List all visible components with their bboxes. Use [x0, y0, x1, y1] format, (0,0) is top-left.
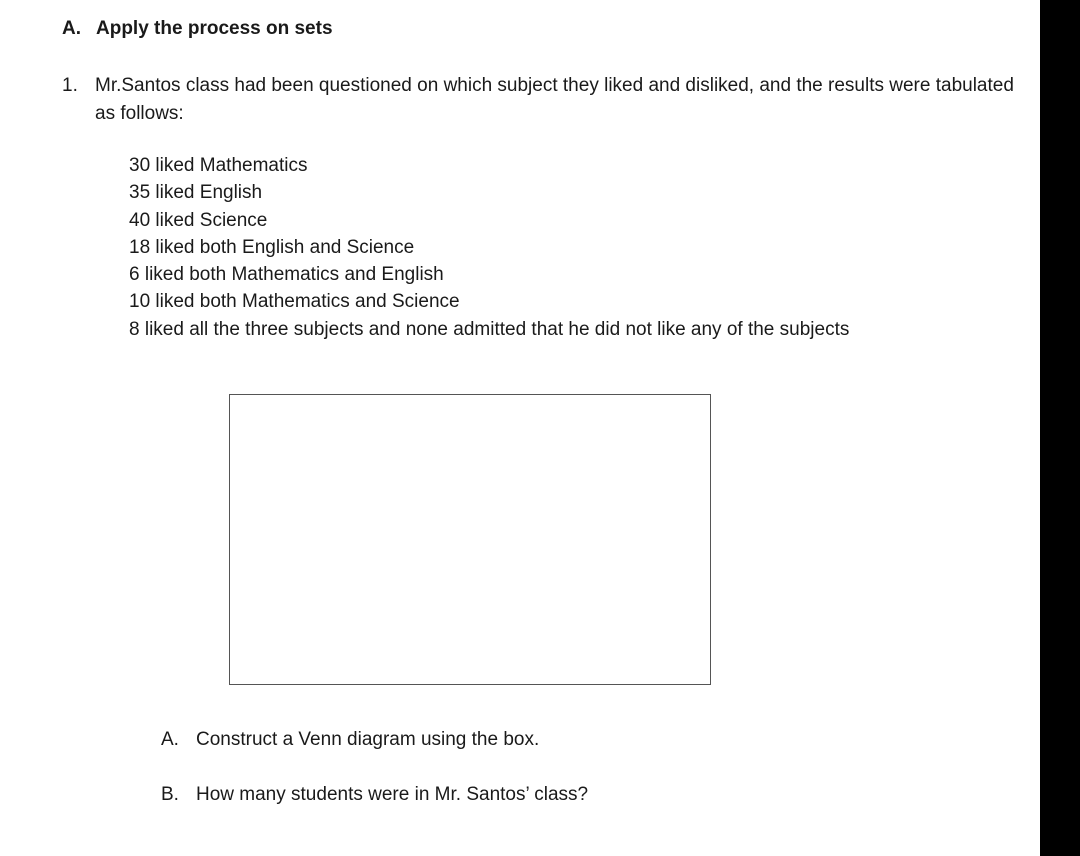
task-b-text: How many students were in Mr. Santos’ class? [196, 784, 589, 805]
survey-result-item: 18 liked both English and Science [129, 236, 415, 258]
venn-diagram-answer-box[interactable] [229, 394, 711, 685]
survey-result-item: 35 liked English [129, 182, 263, 204]
survey-result-item: 10 liked both Mathematics and Science [129, 291, 460, 313]
task-a-marker: A. [161, 729, 179, 750]
section-heading [62, 18, 333, 40]
survey-result-item: 40 liked Science [129, 209, 268, 231]
right-edge-bar [1040, 0, 1080, 856]
task-b-marker: B. [161, 784, 179, 805]
section-marker: A. [62, 18, 81, 39]
task-b [161, 784, 588, 806]
section-title: Apply the process on sets [96, 18, 333, 39]
task-a [161, 729, 539, 751]
survey-result-item: 8 liked all the three subjects and none admitted that he did not like any of the subjects [129, 318, 850, 340]
question-text: Mr.Santos class had been questioned on which subject they liked and disliked, and the results were tabulated as follows: [95, 75, 1014, 124]
question-number: 1. [62, 75, 78, 96]
task-a-text: Construct a Venn diagram using the box. [196, 729, 540, 750]
survey-result-item: 30 liked Mathematics [129, 155, 308, 176]
survey-results-list [129, 152, 849, 343]
survey-result-item: 6 liked both Mathematics and English [129, 264, 444, 286]
